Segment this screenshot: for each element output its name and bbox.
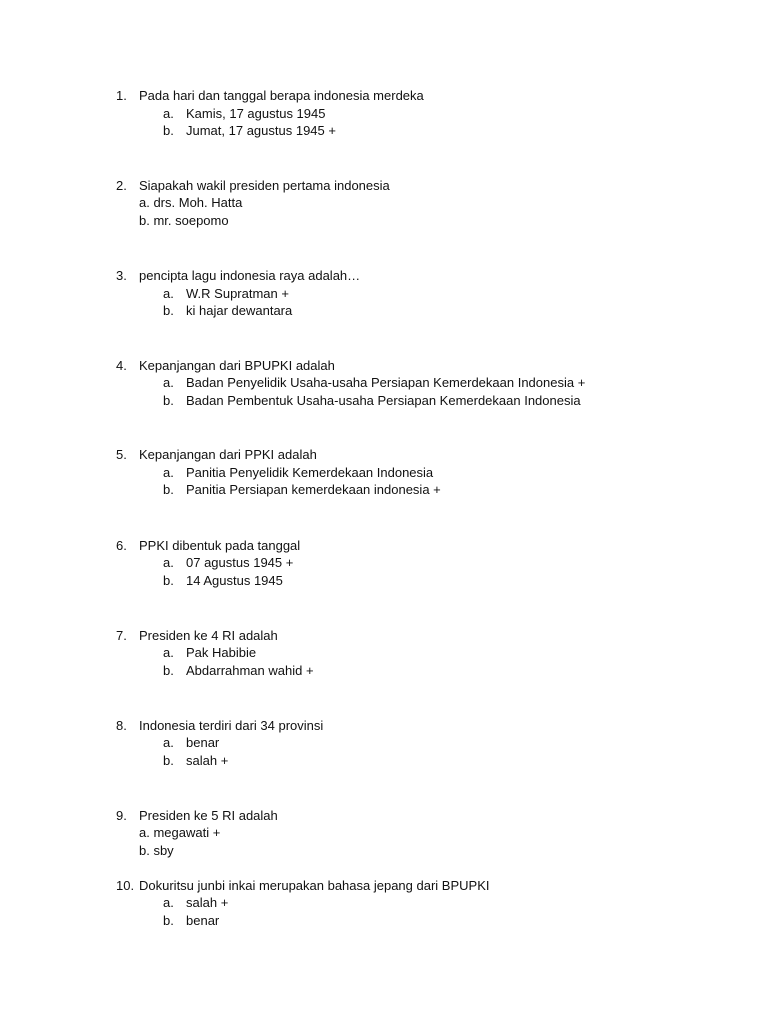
option-inline: a. megawati + <box>139 825 221 840</box>
option-text: salah + <box>186 895 229 910</box>
option-letter: b. <box>163 482 174 497</box>
option-text: Kamis, 17 agustus 1945 <box>186 106 326 121</box>
option-text: Pak Habibie <box>186 645 257 660</box>
option-text: W.R Supratman + <box>186 286 289 301</box>
question-number: 7. <box>116 628 127 643</box>
question-number: 10. <box>116 878 135 893</box>
question-text: Kepanjangan dari PPKI adalah <box>139 447 317 462</box>
question-number: 8. <box>116 718 127 733</box>
option-letter: a. <box>163 895 174 910</box>
option-inline: b. mr. soepomo <box>139 213 229 228</box>
question-text: pencipta lagu indonesia raya adalah… <box>139 268 361 283</box>
question-number: 3. <box>116 268 127 283</box>
question-number: 9. <box>116 808 127 823</box>
option-letter: b. <box>163 123 174 138</box>
question-text: Kepanjangan dari BPUPKI adalah <box>139 358 335 373</box>
option-text: Jumat, 17 agustus 1945 + <box>186 123 336 138</box>
option-letter: a. <box>163 286 174 301</box>
option-letter: a. <box>163 645 174 660</box>
option-letter: a. <box>163 465 174 480</box>
option-text: Panitia Persiapan kemerdekaan indonesia + <box>186 482 441 497</box>
option-letter: b. <box>163 303 174 318</box>
option-letter: a. <box>163 555 174 570</box>
option-text: benar <box>186 735 220 750</box>
option-text: salah + <box>186 753 229 768</box>
option-inline: a. drs. Moh. Hatta <box>139 195 243 210</box>
question-text: Siapakah wakil presiden pertama indonesia <box>139 178 390 193</box>
option-text: benar <box>186 913 220 928</box>
option-letter: b. <box>163 663 174 678</box>
question-number: 6. <box>116 538 127 553</box>
question-number: 1. <box>116 88 127 103</box>
option-text: 07 agustus 1945 + <box>186 555 294 570</box>
question-text: Presiden ke 4 RI adalah <box>139 628 278 643</box>
option-letter: b. <box>163 913 174 928</box>
question-text: Dokuritsu junbi inkai merupakan bahasa jepang dari BPUPKI <box>139 878 490 893</box>
question-text: PPKI dibentuk pada tanggal <box>139 538 301 553</box>
option-text: Abdarrahman wahid + <box>186 663 314 678</box>
option-text: Badan Pembentuk Usaha-usaha Persiapan Kemerdekaan Indonesia <box>186 393 581 408</box>
question-number: 5. <box>116 447 127 462</box>
option-letter: b. <box>163 753 174 768</box>
question-number: 4. <box>116 358 127 373</box>
option-letter: b. <box>163 573 174 588</box>
question-text: Presiden ke 5 RI adalah <box>139 808 278 823</box>
question-number: 2. <box>116 178 127 193</box>
option-letter: a. <box>163 375 174 390</box>
option-text: 14 Agustus 1945 <box>186 573 283 588</box>
option-letter: a. <box>163 106 174 121</box>
option-letter: a. <box>163 735 174 750</box>
question-text: Indonesia terdiri dari 34 provinsi <box>139 718 324 733</box>
option-letter: b. <box>163 393 174 408</box>
option-text: ki hajar dewantara <box>186 303 293 318</box>
option-text: Panitia Penyelidik Kemerdekaan Indonesia <box>186 465 434 480</box>
option-inline: b. sby <box>139 843 174 858</box>
question-text: Pada hari dan tanggal berapa indonesia merdeka <box>139 88 424 103</box>
option-text: Badan Penyelidik Usaha-usaha Persiapan Kemerdekaan Indonesia + <box>186 375 586 390</box>
